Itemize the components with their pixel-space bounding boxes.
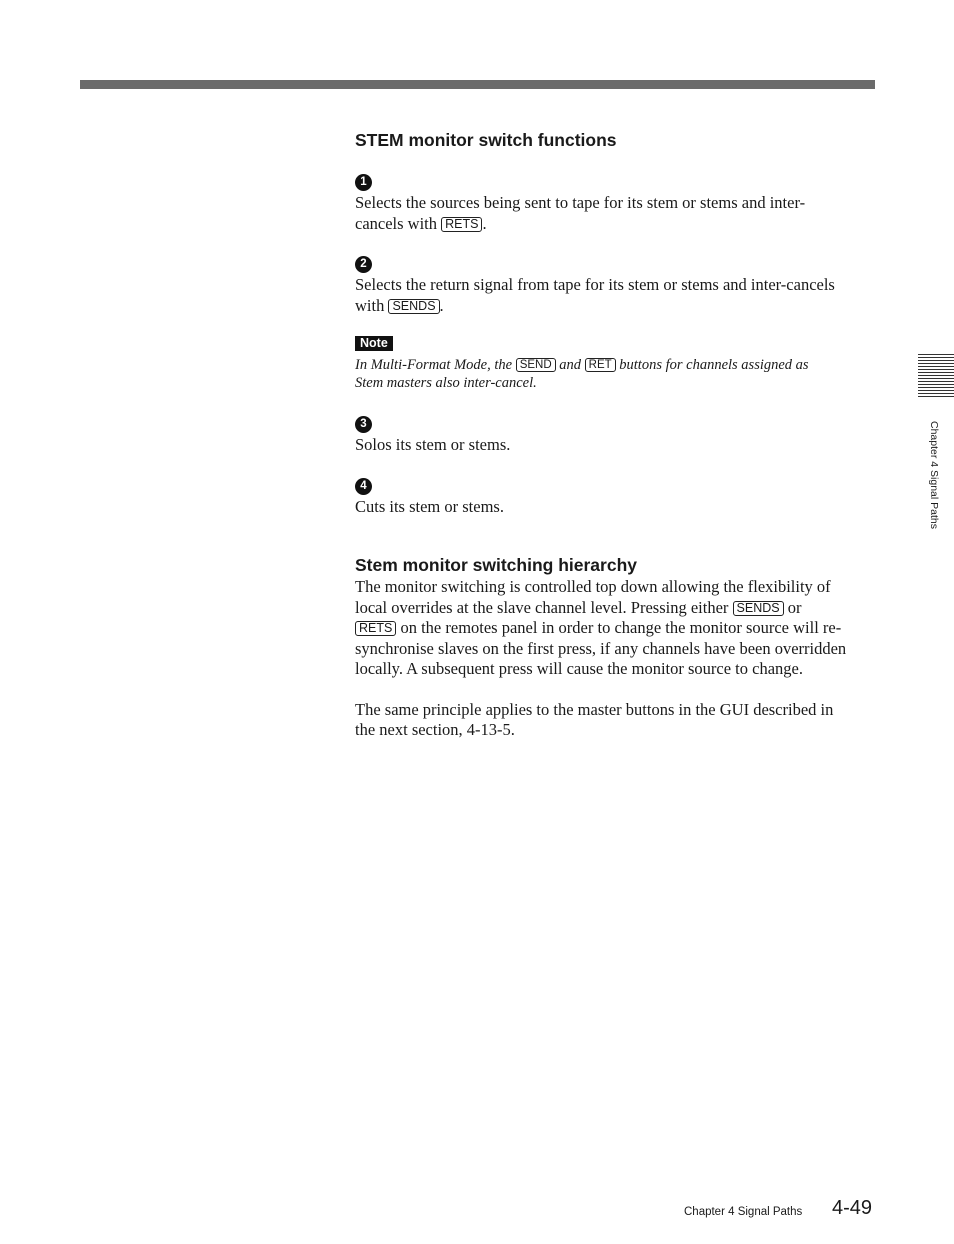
number-badge-1: 1 [355, 174, 372, 191]
page-number: 4-49 [832, 1197, 873, 1219]
item-4 [355, 476, 875, 518]
item-2: 2 Selects the return signal from tape for its stem or stems and inter-cancels with SENDS . [355, 258, 835, 315]
header-rule [80, 80, 875, 89]
send-key: SEND [516, 358, 556, 372]
chapter-tab-marker [918, 354, 954, 400]
item-1-line-2a: cancels with [355, 213, 442, 233]
number-badge-2: 2 [355, 256, 372, 273]
item-1: 1 Selects the sources being sent to tape for its stem or stems and inter- cancels with RETS . [355, 176, 806, 233]
item-1-line-1: Selects the sources being sent to tape for its stem or stems and inter- [355, 193, 806, 212]
item-2-line-2a: with [355, 295, 389, 315]
rets-key: RETS [441, 217, 482, 232]
sidebar-chapter-label: Chapter 4 Signal Paths [928, 421, 940, 529]
page-content [355, 128, 875, 741]
footer-chapter: Chapter 4 Signal Paths [684, 1206, 803, 1218]
note-label: Note [355, 336, 393, 351]
item-2-line-1: Selects the return signal from tape for its stem or stems and inter-cancels [355, 275, 835, 294]
number-badge-3: 3 [355, 416, 372, 433]
section-title-switch-functions: STEM monitor switch functions [355, 130, 617, 150]
hierarchy-paragraph-1: The monitor switching is controlled top down allowing the flexibility of local overrides at the slave channel level. Pressing either SENDS or RETS on the remotes panel in order to change the monitor source will re- synchronise slaves on the first press, if any channels have been overridden locally. A subsequent press will cause the monitor source to change. [355, 577, 847, 678]
item-3-text: Solos its stem or stems. [355, 435, 511, 454]
sends-key: SENDS [733, 601, 784, 616]
section-title-hierarchy: Stem monitor switching hierarchy [355, 555, 637, 575]
rets-key: RETS [355, 621, 396, 636]
number-badge-4: 4 [355, 478, 372, 495]
sends-key: SENDS [388, 299, 439, 314]
item-4-text: Cuts its stem or stems. [355, 496, 504, 516]
item-3 [355, 414, 875, 456]
hierarchy-paragraph-2: The same principle applies to the master buttons in the GUI described in the next section, 4-13-5. [355, 699, 834, 739]
ret-key: RET [585, 358, 616, 372]
note-block: Note In Multi-Format Mode, the SEND and RET buttons for channels assigned as Stem masters also inter-cancel. [355, 336, 809, 391]
